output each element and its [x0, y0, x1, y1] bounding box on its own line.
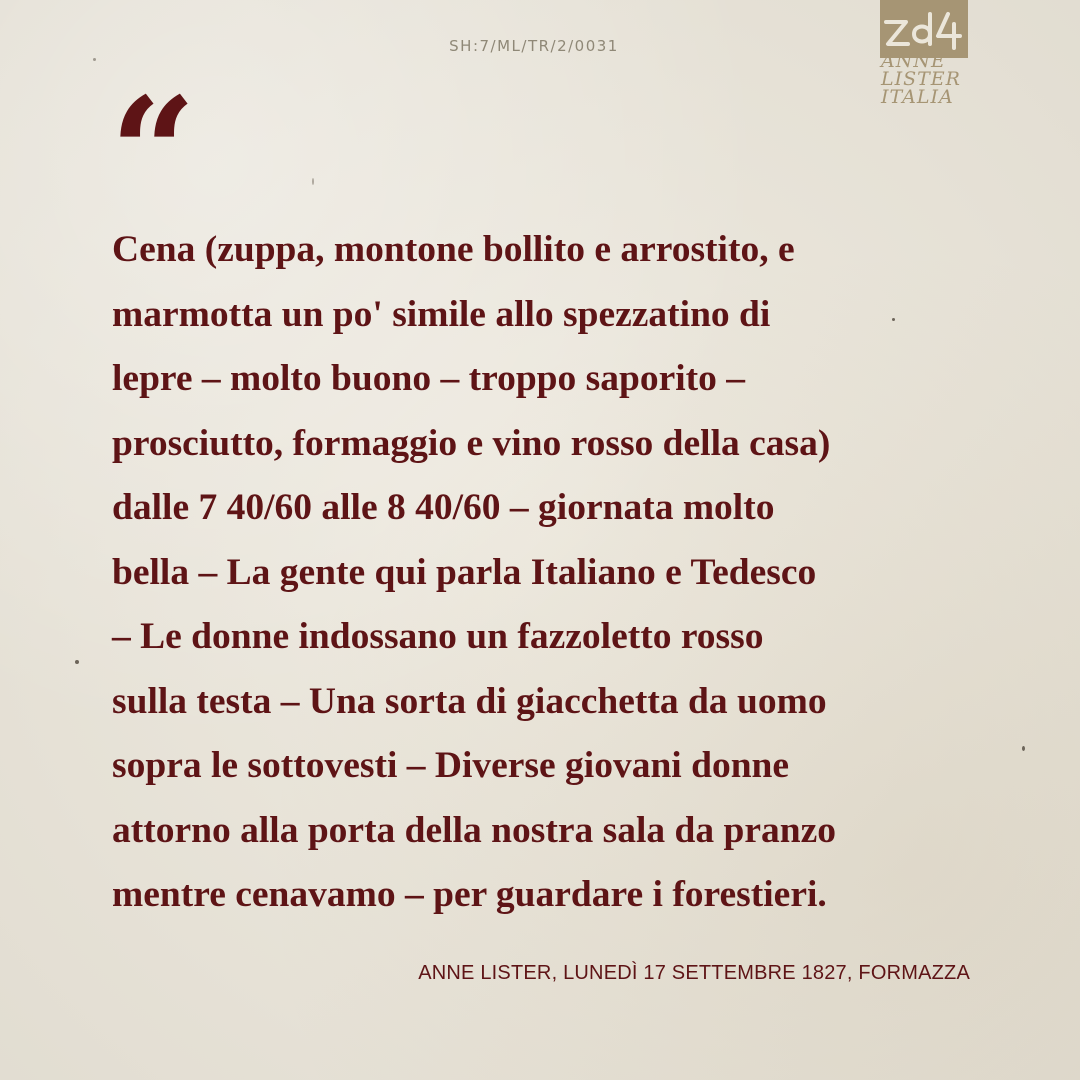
anne-lister-italia-logo [878, 0, 970, 120]
logo-line-lister: LISTER [881, 68, 961, 90]
quote-mark-icon: “ [110, 65, 197, 241]
paper-speck [93, 58, 96, 61]
paper-speck [1022, 746, 1025, 751]
archive-reference: SH:7/ML/TR/2/0031 [449, 37, 619, 55]
paper-speck [75, 660, 79, 664]
logo-line-italia: ITALIA [881, 86, 954, 108]
quote-text: Cena (zuppa, montone bollito e arrostito, e marmotta un po' simile allo spezzatino di lepre – molto buono – troppo saporito – prosciutto, formaggio e vino rosso della casa) dalle 7 40/60 alle 8 40/60 – giornata molto bella – La gente qui parla Italiano e Tedesco – Le donne indossano un fazzoletto rosso sulla testa – Una sorta di giacchetta da uomo sopra le sottovesti – Diverse giovani donne attorno alla porta della nostra sala da pranzo mentre cenavamo – per guardare i forestieri. [112, 229, 836, 915]
paper-speck [312, 178, 314, 185]
logo-line-anne: ANNE [881, 50, 946, 72]
quote-attribution: ANNE LISTER, LUNEDÌ 17 SETTEMBRE 1827, FORMAZZA [418, 962, 970, 984]
logo-wordmark [881, 52, 973, 106]
